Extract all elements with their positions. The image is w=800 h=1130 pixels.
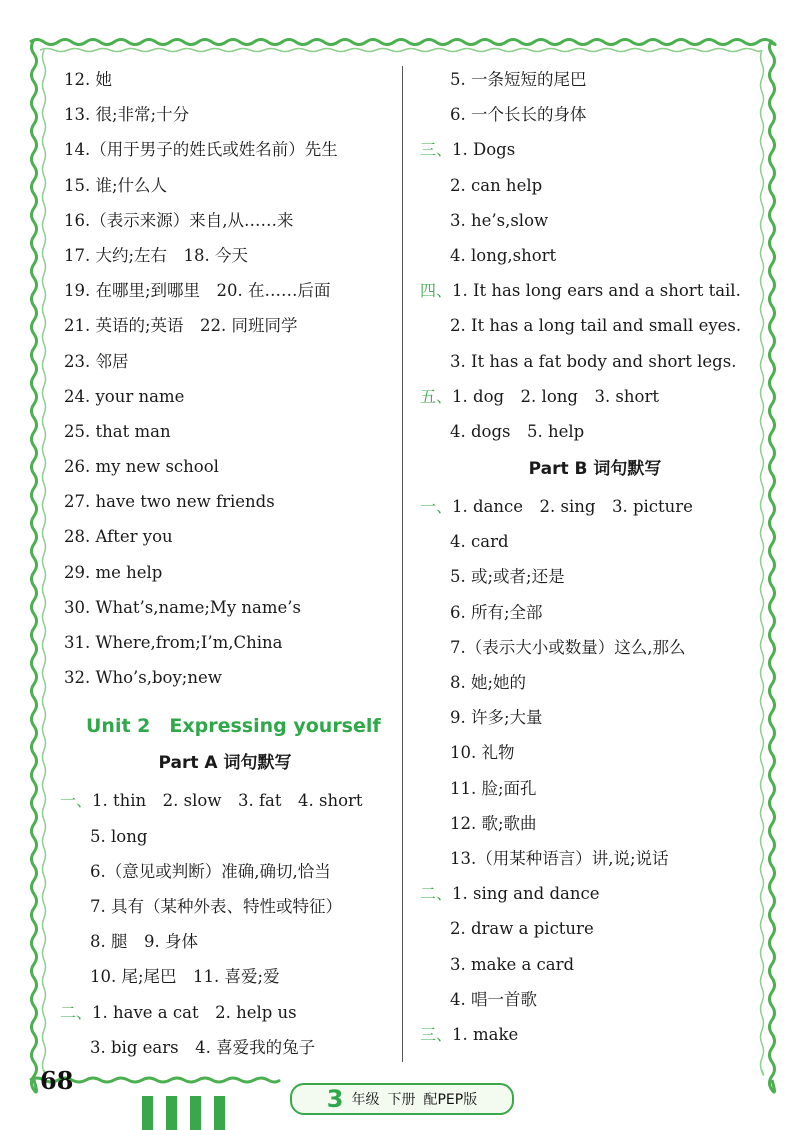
green-bar <box>166 1096 177 1130</box>
part-a-title: Part A 词句默写 <box>158 753 292 774</box>
list-item: 6. 所有;全部 <box>450 602 543 622</box>
answer-text: 1. sing and dance <box>452 884 600 904</box>
list-item: 7.（表示大小或数量）这么,那么 <box>450 637 686 657</box>
page-number: 68 <box>40 1066 74 1095</box>
b-section-two-first <box>420 876 770 911</box>
list-item: 6. 一个长长的身体 <box>450 105 587 125</box>
list-item: 19. 在哪里;到哪里 20. 在……后面 <box>64 281 331 301</box>
answer-text: 1. Dogs <box>452 140 516 160</box>
right-column <box>420 62 770 1052</box>
green-bar <box>214 1096 225 1130</box>
answer-text: 1. make <box>452 1024 519 1044</box>
section-one-first <box>60 783 390 818</box>
section-four-list <box>420 308 770 378</box>
list-item: 13.（用某种语言）讲,说;说话 <box>450 848 669 868</box>
green-bar <box>142 1096 153 1130</box>
part-b-title: Part B 词句默写 <box>528 459 662 480</box>
list-item: 8. 腿 9. 身体 <box>90 932 198 952</box>
list-item: 3. It has a fat body and short legs. <box>450 351 737 371</box>
list-item: 16.（表示来源）来自,从……来 <box>64 210 294 230</box>
list-item: 29. me help <box>64 562 163 582</box>
section-four-first <box>420 273 770 308</box>
list-item: 2. It has a long tail and small eyes. <box>450 316 742 336</box>
list-item: 2. can help <box>450 175 543 195</box>
list-item: 3. he’s,slow <box>450 210 549 230</box>
section-mark: 二、 <box>420 884 453 904</box>
list-item: 13. 很;非常;十分 <box>64 105 190 125</box>
b-section-three-first <box>420 1017 770 1052</box>
section-one-list <box>60 819 390 995</box>
answer-text: 1. have a cat 2. help us <box>92 1002 297 1022</box>
list-item: 11. 脸;面孔 <box>450 778 537 798</box>
answer-text: 1. dance 2. sing 3. picture <box>452 497 693 517</box>
list-item: 4. card <box>450 532 509 552</box>
volume-text: 下册 <box>387 1092 416 1108</box>
list-item: 17. 大约;左右 18. 今天 <box>64 245 249 265</box>
section-mark: 一、 <box>60 791 93 811</box>
section-mark: 一、 <box>420 497 453 517</box>
list-item: 12. 歌;歌曲 <box>450 813 537 833</box>
section-three-first <box>420 132 770 167</box>
grade-text: 年级 <box>351 1092 380 1108</box>
b-section-two-list <box>420 911 770 1017</box>
column-divider <box>402 66 403 1062</box>
section-two-first <box>60 995 390 1030</box>
section-mark: 三、 <box>420 140 453 160</box>
list-item: 28. After you <box>64 527 173 547</box>
answer-list <box>60 62 390 695</box>
list-item: 30. What’s,name;My name’s <box>64 597 301 617</box>
b-section-one-list <box>420 524 770 876</box>
section-mark: 三、 <box>420 1024 453 1044</box>
list-item: 5. long <box>90 826 148 846</box>
list-item: 31. Where,from;I’m,China <box>64 633 283 652</box>
list-item: 3. make a card <box>450 954 575 974</box>
b-section-one-first <box>420 489 770 524</box>
list-item: 4. long,short <box>450 245 557 265</box>
left-column <box>60 62 390 1065</box>
list-item: 8. 她;她的 <box>450 673 527 692</box>
list-item: 10. 礼物 <box>450 743 515 763</box>
section-five-first <box>420 379 770 414</box>
answer-text: 1. It has long ears and a short tail. <box>452 281 741 301</box>
grade-badge <box>290 1083 514 1115</box>
section-two-list <box>60 1030 390 1065</box>
list-item: 27. have two new friends <box>64 492 275 512</box>
list-item: 14.（用于男子的姓氏或姓名前）先生 <box>64 140 338 160</box>
section-mark: 五、 <box>420 386 453 406</box>
list-item: 5. 一条短短的尾巴 <box>450 70 587 89</box>
answer-text: 1. thin 2. slow 3. fat 4. short <box>92 791 363 811</box>
section-five-list <box>420 414 770 449</box>
section-three-list <box>420 168 770 274</box>
answer-text: 1. dog 2. long 3. short <box>452 386 659 406</box>
edition-text: 配PEP版 <box>423 1092 478 1108</box>
list-item: 4. dogs 5. help <box>450 421 585 441</box>
list-item: 15. 谁;什么人 <box>64 175 168 195</box>
answer-list <box>420 62 770 132</box>
section-mark: 四、 <box>420 281 453 301</box>
list-item: 5. 或;或者;还是 <box>450 567 565 587</box>
list-item: 26. my new school <box>64 457 219 477</box>
list-item: 4. 唱一首歌 <box>450 989 537 1009</box>
list-item: 6.（意见或判断）准确,确切,恰当 <box>90 861 331 881</box>
green-bar <box>190 1096 201 1130</box>
unit-title: Unit 2 Expressing yourself <box>86 715 381 738</box>
list-item: 3. big ears 4. 喜爱我的兔子 <box>90 1037 316 1057</box>
list-item: 21. 英语的;英语 22. 同班同学 <box>64 316 298 336</box>
list-item: 32. Who’s,boy;new <box>64 668 222 688</box>
list-item: 24. your name <box>64 386 185 406</box>
list-item: 12. 她 <box>64 70 112 89</box>
section-mark: 二、 <box>60 1002 93 1022</box>
grade-number: 3 <box>326 1085 344 1113</box>
list-item: 7. 具有（某种外表、特性或特征） <box>90 896 342 916</box>
list-item: 10. 尾;尾巴 11. 喜爱;爱 <box>90 967 280 987</box>
list-item: 2. draw a picture <box>450 919 594 939</box>
list-item: 25. that man <box>64 421 171 441</box>
list-item: 9. 许多;大量 <box>450 708 543 728</box>
list-item: 23. 邻居 <box>64 351 129 371</box>
